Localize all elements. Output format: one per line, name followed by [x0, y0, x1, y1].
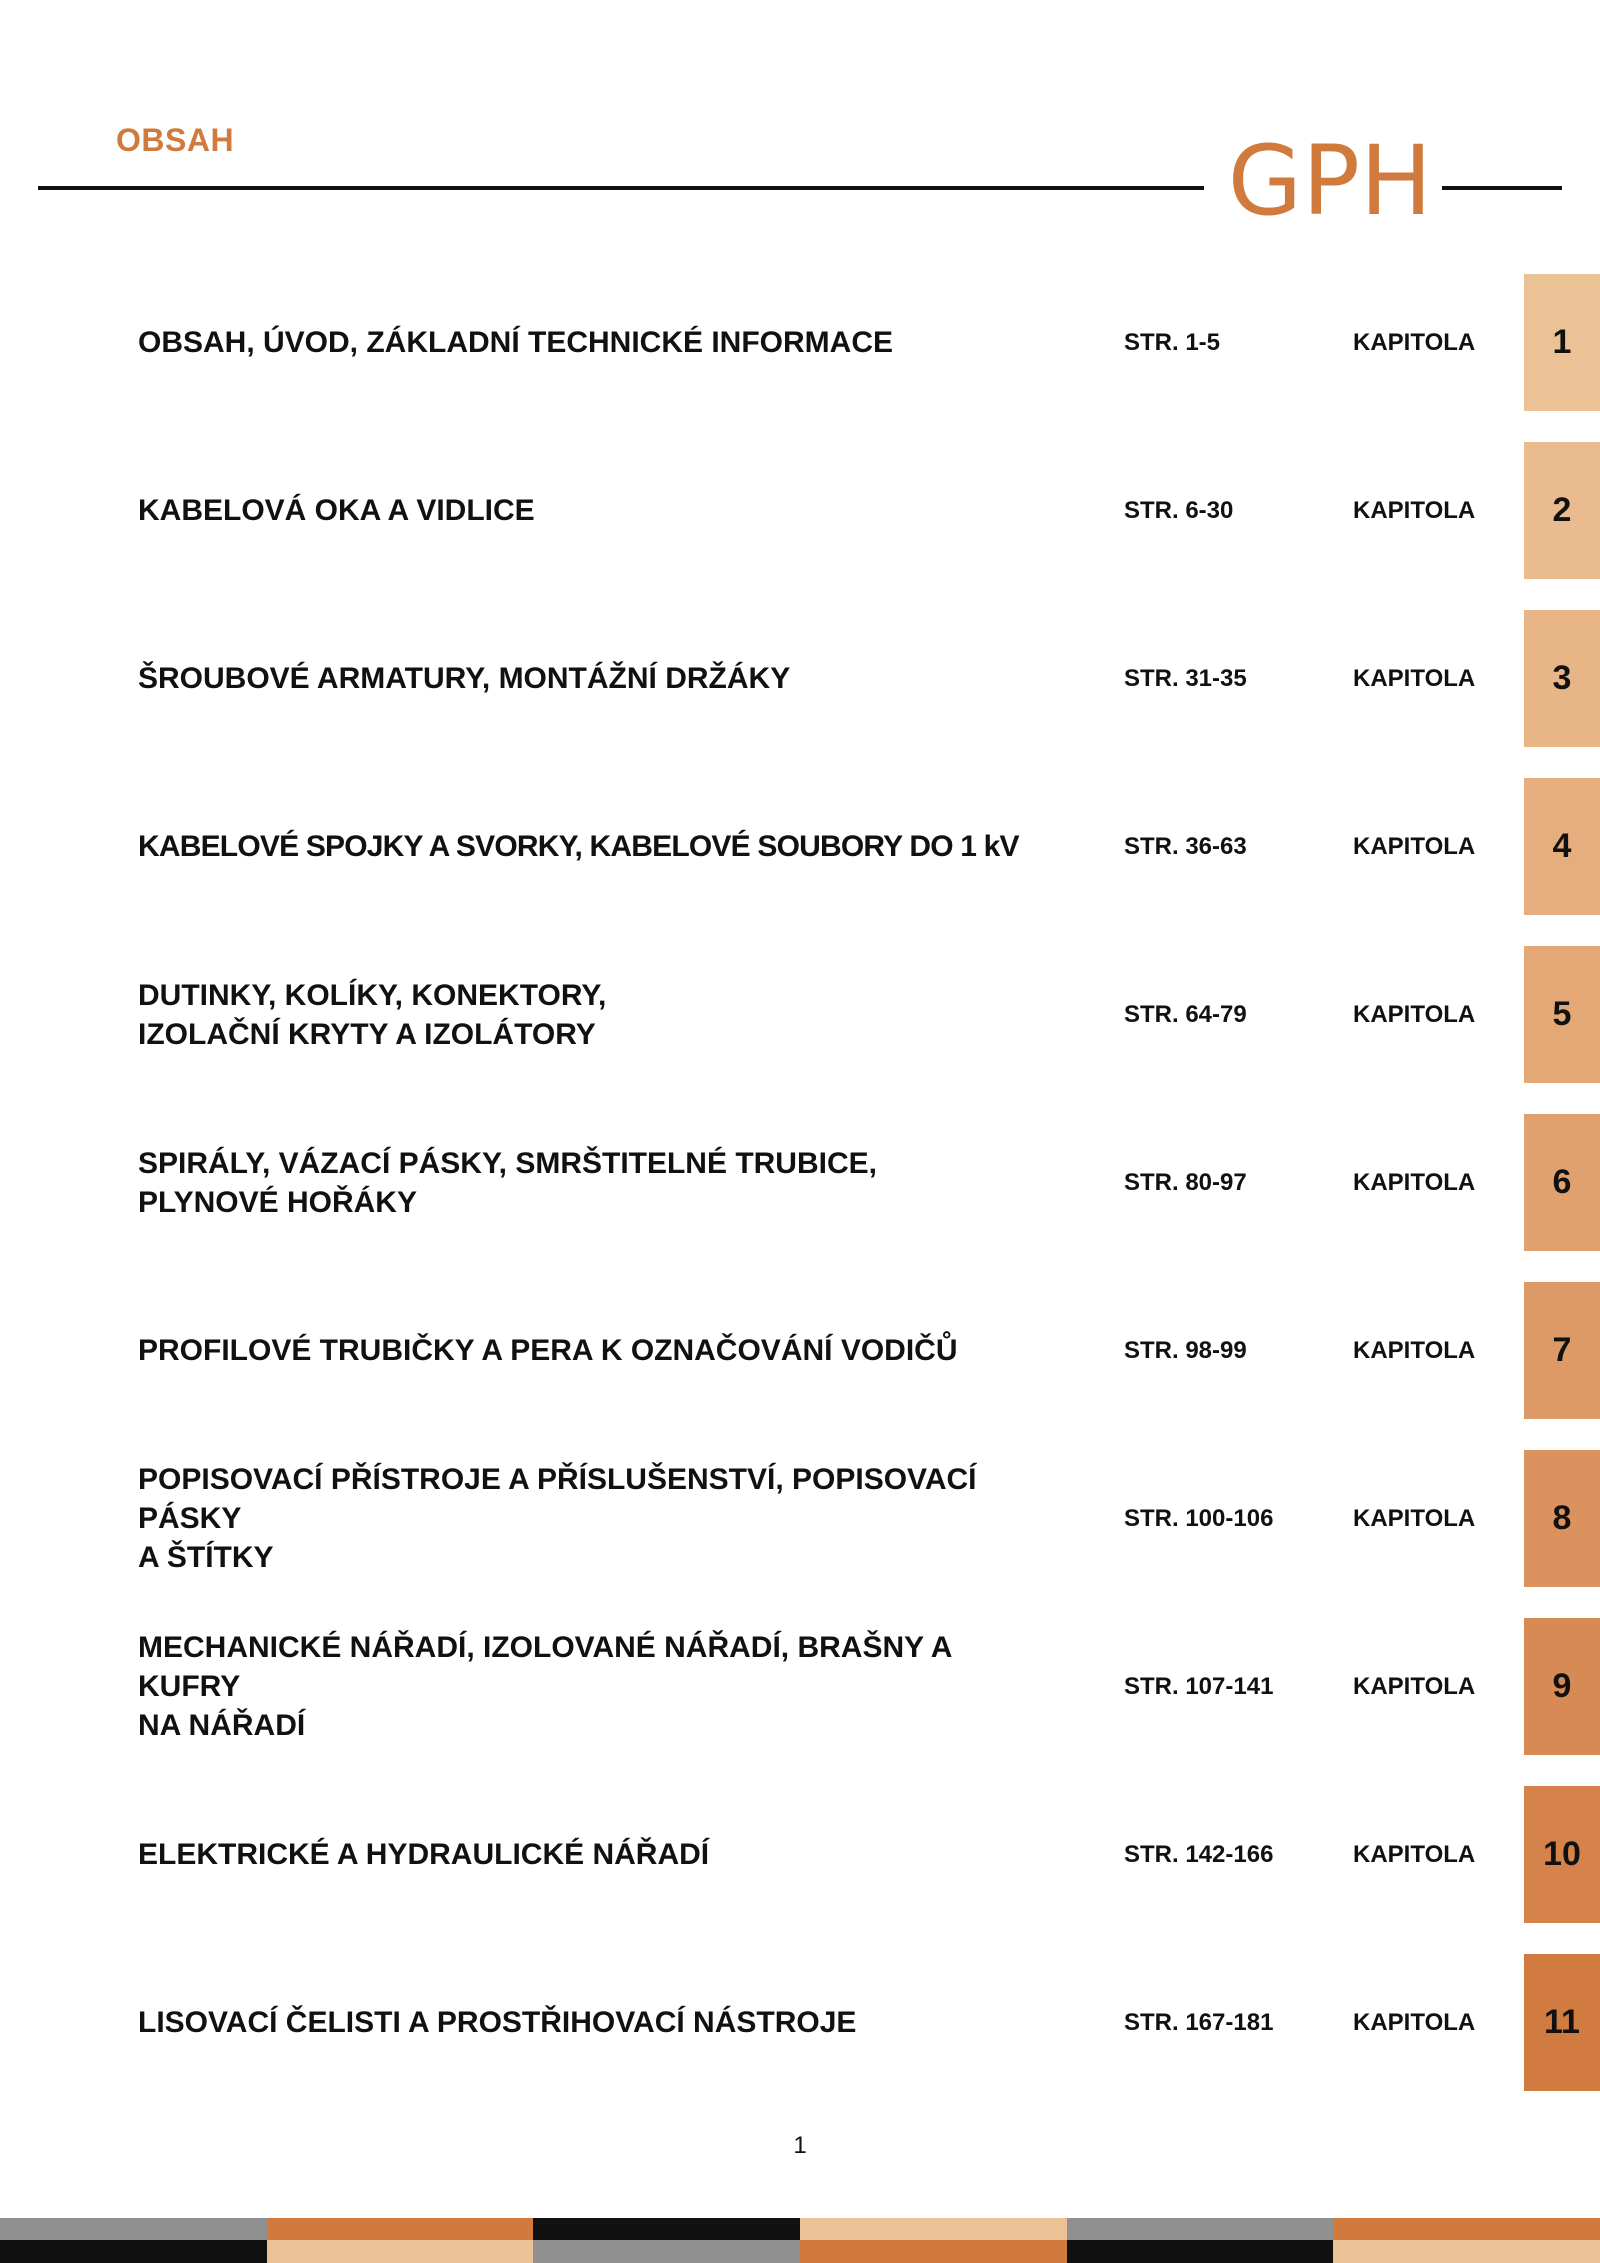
header-rule-left: [38, 186, 1204, 190]
page-range: STR. 31-35: [1124, 664, 1247, 692]
chapter-label: KAPITOLA: [1353, 2008, 1476, 2036]
color-block: [1333, 2240, 1600, 2263]
chapter-label: KAPITOLA: [1353, 1672, 1476, 1700]
header-rule-right: [1442, 186, 1562, 190]
chapter-title[interactable]: ŠROUBOVÉ ARMATURY, MONTÁŽNÍ DRŽÁKY: [138, 662, 791, 695]
color-block: [0, 2218, 267, 2241]
chapter-tab[interactable]: 2: [1524, 442, 1600, 579]
chapter-tab[interactable]: 3: [1524, 610, 1600, 747]
color-block: [1333, 2218, 1600, 2241]
chapter-tab[interactable]: 5: [1524, 946, 1600, 1083]
toc-row[interactable]: [0, 610, 1600, 747]
chapter-label: KAPITOLA: [1353, 496, 1476, 524]
page-range: STR. 142-166: [1124, 1840, 1274, 1868]
chapter-label: KAPITOLA: [1353, 1336, 1476, 1364]
footer-color-band-bottom: [0, 2240, 1600, 2263]
chapter-label: KAPITOLA: [1353, 1840, 1476, 1868]
chapter-label: KAPITOLA: [1353, 1000, 1476, 1028]
toc-row[interactable]: [0, 442, 1600, 579]
color-block: [267, 2240, 534, 2263]
logo-text: GPH: [1227, 125, 1433, 237]
chapter-label: KAPITOLA: [1353, 664, 1476, 692]
chapter-tab[interactable]: 8: [1524, 1450, 1600, 1587]
page-range: STR. 64-79: [1124, 1000, 1247, 1028]
chapter-title[interactable]: POPISOVACÍ PŘÍSTROJE A PŘÍSLUŠENSTVÍ, POPISOVACÍ PÁSKY A ŠTÍTKY: [138, 1463, 977, 1574]
color-block: [1067, 2240, 1334, 2263]
chapter-label: KAPITOLA: [1353, 832, 1476, 860]
page-range: STR. 100-106: [1124, 1504, 1274, 1532]
color-block: [533, 2218, 800, 2241]
page-range: STR. 98-99: [1124, 1336, 1247, 1364]
page-range: STR. 107-141: [1124, 1672, 1274, 1700]
toc-row[interactable]: [0, 1954, 1600, 2091]
toc-row[interactable]: [0, 1786, 1600, 1923]
toc-row[interactable]: [0, 274, 1600, 411]
chapter-tab[interactable]: 7: [1524, 1282, 1600, 1419]
toc-row[interactable]: [0, 778, 1600, 915]
chapter-tab[interactable]: 6: [1524, 1114, 1600, 1251]
chapter-title[interactable]: OBSAH, ÚVOD, ZÁKLADNÍ TECHNICKÉ INFORMACE: [138, 326, 893, 359]
chapter-title[interactable]: ELEKTRICKÉ A HYDRAULICKÉ NÁŘADÍ: [138, 1838, 710, 1871]
chapter-tab[interactable]: 10: [1524, 1786, 1600, 1923]
chapter-title[interactable]: KABELOVÁ OKA A VIDLICE: [138, 494, 535, 527]
chapter-tab[interactable]: 11: [1524, 1954, 1600, 2091]
color-block: [533, 2240, 800, 2263]
page-range: STR. 36-63: [1124, 832, 1247, 860]
chapter-title[interactable]: SPIRÁLY, VÁZACÍ PÁSKY, SMRŠTITELNÉ TRUBICE, PLYNOVÉ HOŘÁKY: [138, 1146, 877, 1219]
chapter-label: KAPITOLA: [1353, 1504, 1476, 1532]
page-range: STR. 6-30: [1124, 496, 1234, 524]
chapter-title[interactable]: PROFILOVÉ TRUBIČKY A PERA K OZNAČOVÁNÍ VODIČŮ: [138, 1334, 958, 1367]
chapter-tab[interactable]: 1: [1524, 274, 1600, 411]
chapter-tab[interactable]: 9: [1524, 1618, 1600, 1755]
footer-color-band-top: [0, 2218, 1600, 2241]
page-range: STR. 167-181: [1124, 2008, 1274, 2036]
toc-row[interactable]: [0, 1450, 1600, 1587]
toc-row[interactable]: [0, 1114, 1600, 1251]
chapter-title[interactable]: MECHANICKÉ NÁŘADÍ, IZOLOVANÉ NÁŘADÍ, BRAŠNY A KUFRY NA NÁŘADÍ: [138, 1631, 952, 1742]
chapter-tab[interactable]: 4: [1524, 778, 1600, 915]
page-number: 1: [793, 2132, 807, 2159]
color-block: [800, 2218, 1067, 2241]
color-block: [800, 2240, 1067, 2263]
color-block: [267, 2218, 534, 2241]
toc-row[interactable]: [0, 946, 1600, 1083]
chapter-label: KAPITOLA: [1353, 328, 1476, 356]
page-range: STR. 1-5: [1124, 328, 1221, 356]
chapter-label: KAPITOLA: [1353, 1168, 1476, 1196]
section-heading: OBSAH: [116, 122, 235, 158]
chapter-title[interactable]: KABELOVÉ SPOJKY A SVORKY, KABELOVÉ SOUBORY DO 1 kV: [138, 830, 1019, 863]
toc-row[interactable]: [0, 1618, 1600, 1755]
chapter-title[interactable]: DUTINKY, KOLÍKY, KONEKTORY, IZOLAČNÍ KRYTY A IZOLÁTORY: [138, 978, 607, 1051]
color-block: [1067, 2218, 1334, 2241]
gph-logo: [1227, 125, 1433, 237]
toc-row[interactable]: [0, 1282, 1600, 1419]
page-range: STR. 80-97: [1124, 1168, 1247, 1196]
chapter-title[interactable]: LISOVACÍ ČELISTI A PROSTŘIHOVACÍ NÁSTROJE: [138, 2006, 857, 2039]
color-block: [0, 2240, 267, 2263]
